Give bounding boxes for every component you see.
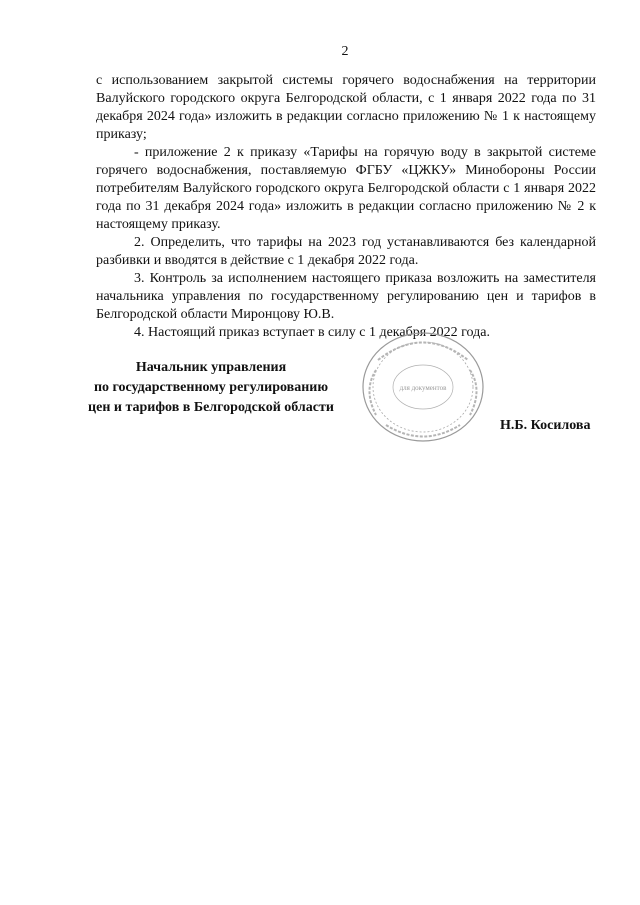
signatory-title-line-2: по государственному регулированию [93, 380, 329, 395]
document-body [96, 72, 596, 342]
official-seal-stamp [358, 330, 488, 445]
signatory-title-line-3: цен и тарифов в Белгородской области [88, 400, 334, 415]
paragraph-item-3: 3. Контроль за исполнением настоящего приказа возложить на заместителя начальника управления по государственному регулированию цен и тарифов в Белгородской области Миронцову Ю.В. [96, 271, 596, 322]
stamp-inner-text: для документов [399, 384, 447, 392]
signatory-name: Н.Б. Косилова [500, 418, 591, 433]
paragraph-appendix-2: - приложение 2 к приказу «Тарифы на горячую воду в закрытой системе горячего водоснабжения, поставляемую ФГБУ «ЦЖКУ» Минобороны России потребителям Валуйского городского округа Белгородской области с 1 января 2022 года по 31 декабря 2024 года» изложить в редакции согласно приложению № 2 к настоящему приказу. [96, 145, 596, 232]
paragraph-item-4: 4. Настоящий приказ вступает в силу с 1 декабря 2022 года. [134, 325, 490, 340]
paragraph-item-2: 2. Определить, что тарифы на 2023 год устанавливаются без календарной разбивки и вводятся в действие с 1 декабря 2022 года. [96, 235, 596, 268]
signatory-title-line-1: Начальник управления [135, 360, 287, 375]
paragraph-continuation: с использованием закрытой системы горячего водоснабжения на территории Валуйского городского округа Белгородской области, с 1 января 2022 года по 31 декабря 2024 года» изложить в редакции согласно приложению № 1 к настоящему приказу; [96, 73, 596, 142]
signatory-title [80, 358, 342, 418]
page-number: 2 [341, 44, 349, 59]
